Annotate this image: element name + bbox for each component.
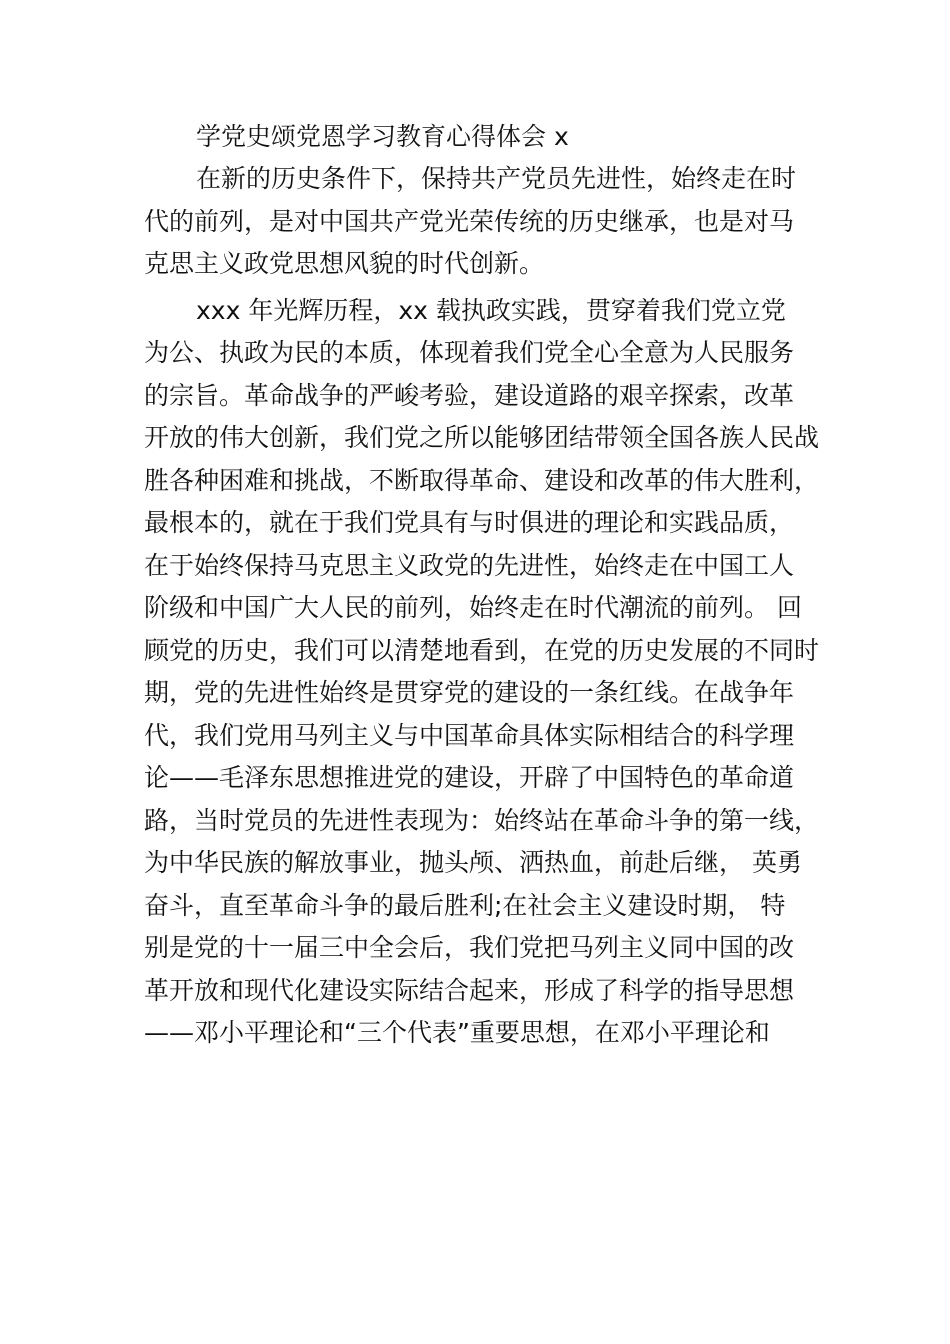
text-line: 阶级和中国广大人民的前列，始终走在时代潮流的前列。 回 (144, 593, 802, 622)
text-line: 代的前列，是对中国共产党光荣传统的历史继承，也是对马 (144, 206, 795, 236)
text-line: xxx 年光辉历程，xx 载执政实践，贯穿着我们党立党 (196, 295, 786, 325)
text-line: 期，党的先进性始终是贯穿党的建设的一条红线。在战争年 (144, 678, 795, 707)
text-line: 论——毛泽东思想推进党的建设，开辟了中国特色的革命道 (144, 763, 795, 792)
text-line: 克思主义政党思想风貌的时代创新。 (144, 249, 545, 278)
text-line: 革开放和现代化建设实际结合起来，形成了科学的指导思想 (144, 975, 795, 1005)
text-line: 开放的伟大创新，我们党之所以能够团结带领全国各族人民战 (144, 423, 820, 452)
text-line: 顾党的历史，我们可以清楚地看到，在党的历史发展的不同时 (144, 635, 820, 665)
text-line: 在新的历史条件下，保持共产党员先进性，始终走在时 (196, 164, 797, 193)
text-line: 在于始终保持马克思主义政党的先进性，始终走在中国工人 (144, 550, 795, 580)
text-line: 路，当时党员的先进性表现为：始终站在革命斗争的第一线， (144, 805, 820, 835)
text-line: ——邓小平理论和“三个代表”重要思想，在邓小平理论和 (144, 1018, 770, 1047)
text-line: 为中华民族的解放事业，抛头颅、洒热血，前赴后继， 英勇 (144, 848, 802, 877)
text-line: 代，我们党用马列主义与中国革命具体实际相结合的科学理 (144, 720, 795, 750)
text-line: 的宗旨。革命战争的严峻考验，建设道路的艰辛探索，改革 (144, 380, 795, 410)
document-title: 学党史颂党恩学习教育心得体会 x (196, 122, 569, 151)
text-line: 胜各种困难和挑战，不断取得革命、建设和改革的伟大胜利， (144, 465, 820, 495)
text-line: 为公、执政为民的本质，体现着我们党全心全意为人民服务 (144, 338, 795, 367)
paragraph-2 (144, 290, 834, 1055)
document-body (144, 116, 834, 1055)
text-line: 奋斗，直至革命斗争的最后胜利;在社会主义建设时期， 特 (144, 890, 786, 920)
text-line: 别是党的十一届三中全会后，我们党把马列主义同中国的改 (144, 933, 795, 962)
text-line: 最根本的，就在于我们党具有与时俱进的理论和实践品质， (144, 508, 795, 537)
paragraph-1 (144, 158, 834, 286)
